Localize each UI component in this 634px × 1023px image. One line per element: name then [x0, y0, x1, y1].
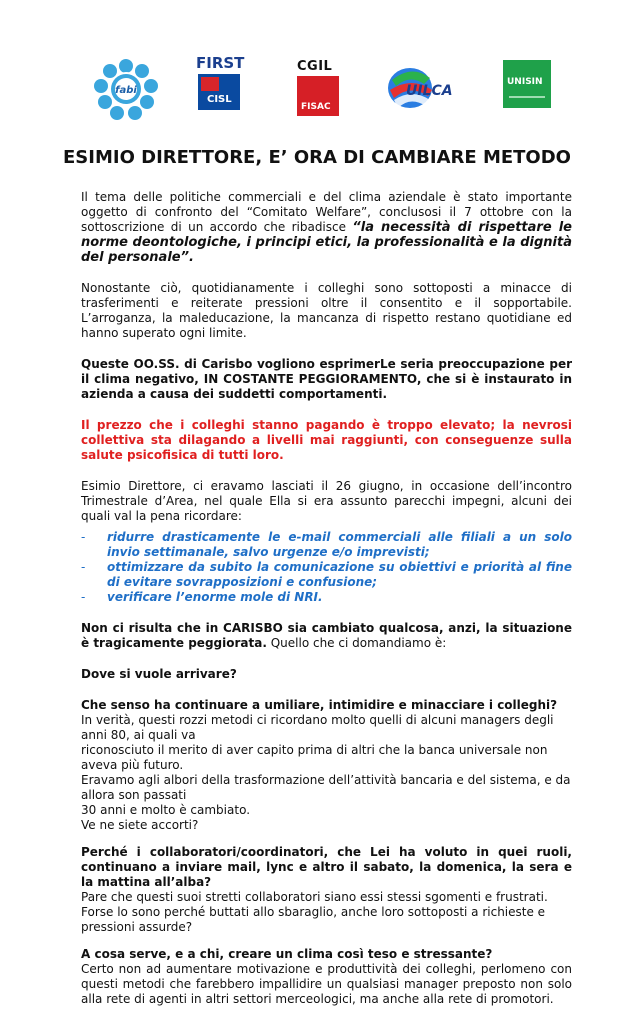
answer-line: Pare che questi suoi stretti collaboratori siano essi stessi sgomenti e frustrati. — [81, 890, 548, 904]
answer-line: riconosciuto il merito di aver capito prima di altri che la banca universale non aveva più futuro. — [81, 743, 548, 772]
first-cisl-logo — [196, 54, 245, 108]
fisac-logo-text: FISAC — [301, 102, 331, 112]
commitments-list — [81, 530, 572, 605]
answer-line: In verità, questi rozzi metodi ci ricordano molto quelli di alcuni managers degli anni 80, ai quali va — [81, 713, 554, 742]
answer-line: Eravamo agli albori della trasformazione dell’attività bancaria e del sistema, e da allora son passati — [81, 773, 571, 802]
intro-quote: “la necessità di rispettare le norme deontologiche, i principi etici, la professionalità e la dignità del personale”. — [81, 220, 572, 265]
cisl-logo-text: CISL — [207, 94, 232, 105]
paragraph-concern: Queste OO.SS. di Carisbo vogliono esprimerLe seria preoccupazione per il clima negativo, IN COSTANTE PEGGIORAMENTO, che si è instaurato in azienda a causa dei suddetti comportamenti. — [81, 357, 572, 401]
question-1: Dove si vuole arrivare? — [81, 667, 237, 681]
answer-4: Certo non ad aumentare motivazione e produttività dei colleghi, perlomeno con questi metodi che farebbero impallidire un qualsiasi manager preposto non solo alla rete di agenti in altri settori merceologici, ma anche alla rete di promotori. — [81, 962, 572, 1006]
answer-line: Forse lo sono perché buttati allo sbaraglio, anche loro sottoposti a richieste e pressioni assurde? — [81, 905, 546, 934]
answer-line: Ve ne siete accorti? — [81, 818, 199, 832]
list-item: - ridurre drasticamente le e-mail commerciali alle filiali a un solo invio settimanale, salvo urgenze e/o imprevisti; — [81, 530, 572, 559]
paragraph-situation — [81, 621, 572, 651]
uilca-logo — [384, 62, 462, 112]
unisin-logo — [503, 60, 551, 108]
question-3: Perché i collaboratori/coordinatori, che Lei ha voluto in quei ruoli, continuano a inviare mail, lync e altro il sabato, la domenica, la sera e la mattina all’alba? — [81, 845, 572, 889]
logo-row — [0, 52, 634, 124]
svg-text:fabi: fabi — [115, 85, 137, 96]
answer-line: 30 anni e molto è cambiato. — [81, 803, 251, 817]
unisin-logo-text: UNISIN — [507, 77, 543, 87]
answer-3 — [81, 890, 572, 935]
list-item: - verificare l’enorme mole di NRI. — [81, 590, 323, 604]
paragraph-commitments-intro: Esimio Direttore, ci eravamo lasciati il 26 giugno, in occasione dell’incontro Trimestrale d’Area, nel quale Ella si era assunto parecchi impegni, alcuni dei quali val la pena ricordare: — [81, 479, 572, 523]
cgil-fisac-logo — [297, 60, 339, 112]
first-logo-text: FIRST — [196, 54, 245, 72]
cgil-logo-text: CGIL — [297, 59, 333, 74]
list-item: - ottimizzare da subito la comunicazione su obiettivi e priorità al fine di evitare sovrapposizioni e confusione; — [81, 560, 572, 589]
situation-bold-text: Non ci risulta che in CARISBO sia cambiato qualcosa, anzi, la situazione è tragicamente peggiorata. — [81, 621, 572, 650]
document-title: ESIMIO DIRETTORE, E’ ORA DI CAMBIARE METODO — [63, 147, 571, 168]
question-2: Che senso ha continuare a umiliare, intimidire e minacciare i colleghi? — [81, 698, 558, 712]
uilca-logo-text: UILCA — [406, 83, 453, 99]
document-body — [81, 190, 572, 1023]
intro-text: Il tema delle politiche commerciali e del clima aziendale è stato importante oggetto di confronto del “Comitato Welfare”, conclusosi il 7 ottobre con la sottoscrizione di un accordo che ribadisce — [81, 190, 572, 234]
fabi-logo — [92, 58, 160, 120]
intro-paragraph — [81, 190, 572, 265]
answer-2 — [81, 713, 572, 833]
paragraph-pressures: Nonostante ciò, quotidianamente i colleghi sono sottoposti a minacce di trasferimenti e reiterate pressioni oltre il consentito e il sopportabile. L’arroganza, la maleducazione, la mancanza di rispetto restano quotidiane ed hanno superato ogni limite. — [81, 281, 572, 340]
question-4: A cosa serve, e a chi, creare un clima così teso e stressante? — [81, 947, 493, 961]
paragraph-warning: Il prezzo che i colleghi stanno pagando è troppo elevato; la nevrosi collettiva sta dilagando a livelli mai raggiunti, con conseguenze sulla salute psicofisica di tutti loro. — [81, 418, 572, 462]
situation-text: Quello che ci domandiamo è: — [266, 636, 447, 650]
